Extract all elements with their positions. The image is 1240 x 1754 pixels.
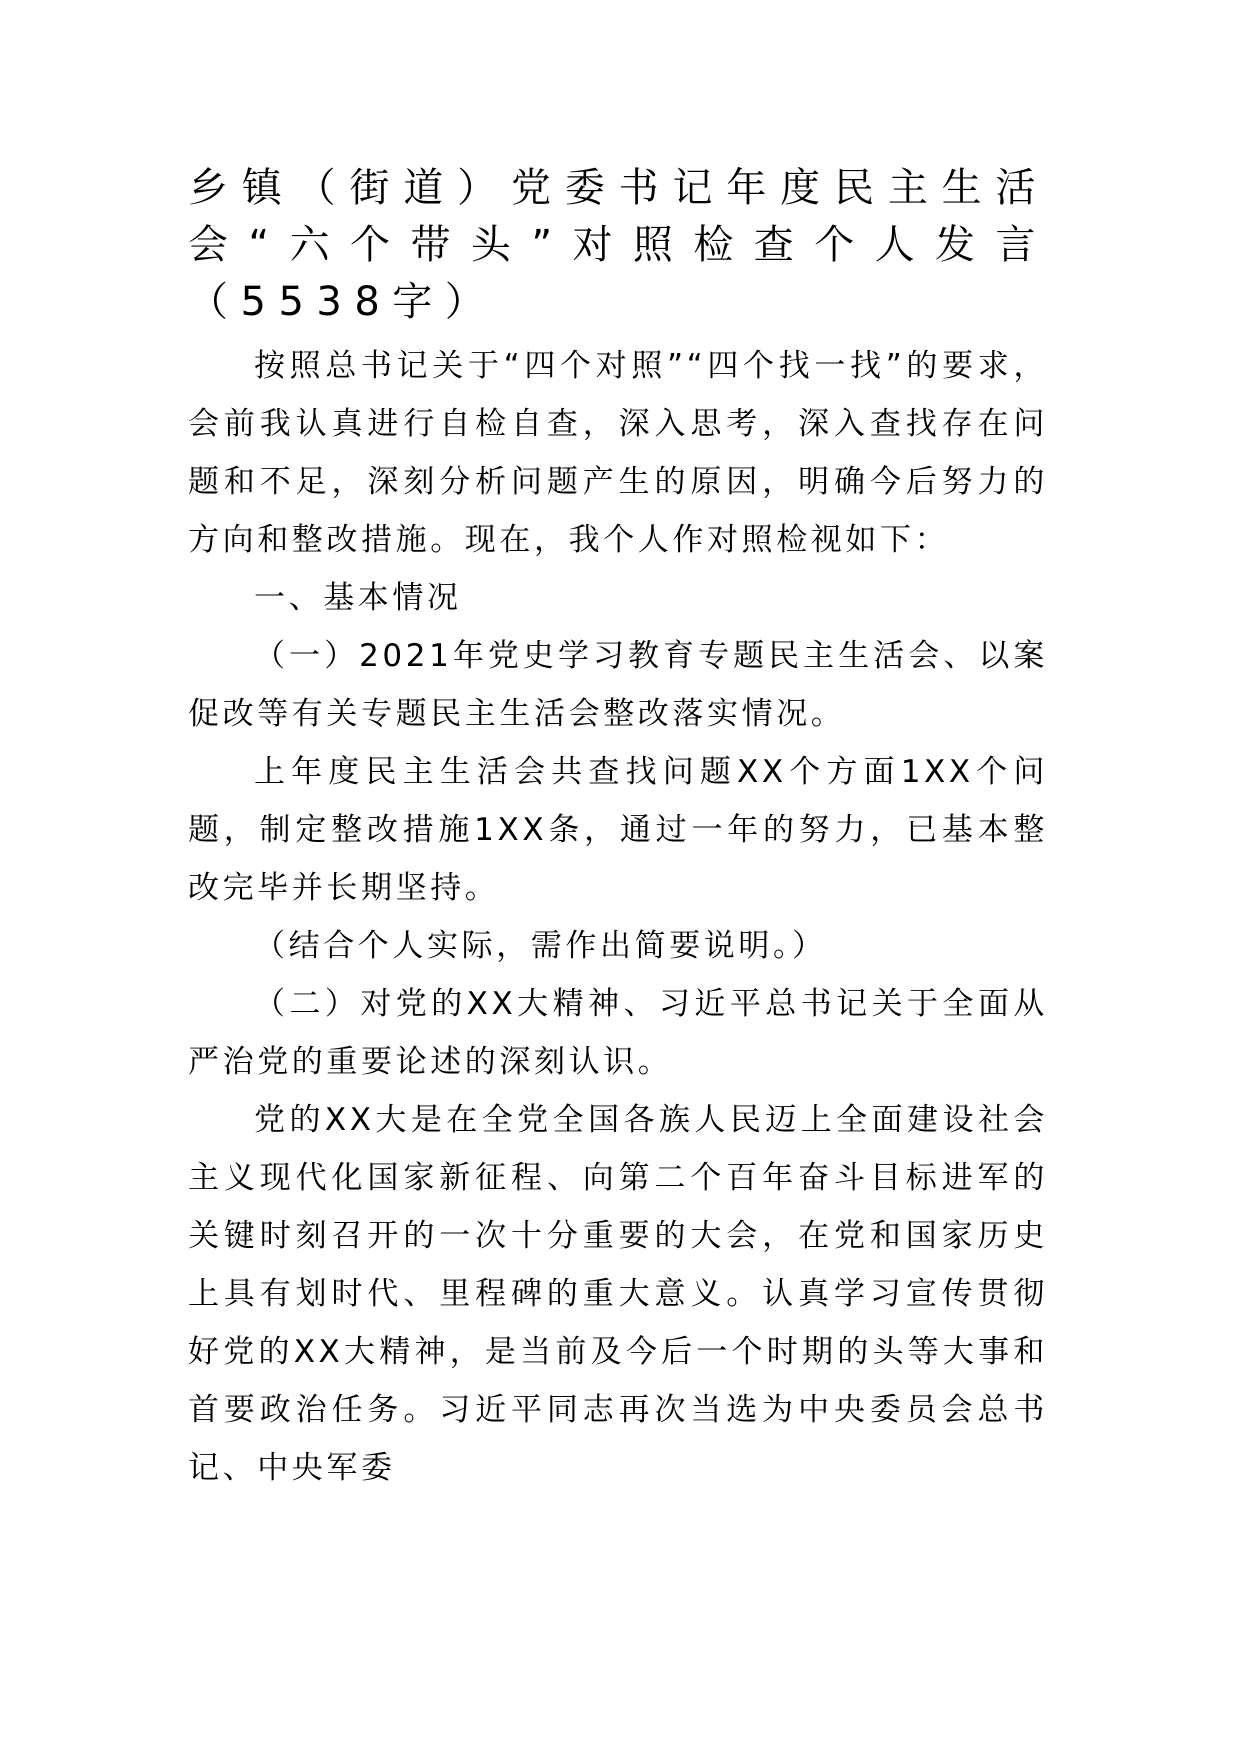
subsection-heading-1: （一）2021年党史学习教育专题民主生活会、以案促改等有关专题民主生活会整改落实情况。 xyxy=(188,638,1048,732)
section-heading-basic-situation: 一、基本情况 xyxy=(254,580,462,616)
body-paragraph-congress: 党的XX大是在全党全国各族人民迈上全面建设社会主义现代化国家新征程、向第二个百年奋斗目标进军的关键时刻召开的一次十分重要的大会，在党和国家历史上具有划时代、里程碑的重大意义。认真学习宣传贯彻好党的XX大精神，是当前及今后一个时期的头等大事和首要政治任务。习近平同志再次当选为中央委员会总书记、中央军委 xyxy=(188,1102,1048,1486)
intro-paragraph: 按照总书记关于“四个对照”“四个找一找”的要求，会前我认真进行自检自查，深入思考，深入查找存在问题和不足，深刻分析问题产生的原因，明确今后努力的方向和整改措施。现在，我个人作对照检视如下： xyxy=(188,348,1048,558)
body-paragraph-rectification: 上年度民主生活会共查找问题XX个方面1XX个问题，制定整改措施1XX条，通过一年的努力，已基本整改完毕并长期坚持。 xyxy=(188,754,1048,906)
subsection-heading-2: （二）对党的XX大精神、习近平总书记关于全面从严治党的重要论述的深刻认识。 xyxy=(188,986,1048,1080)
document-page xyxy=(188,160,1048,1497)
note-paragraph: （结合个人实际，需作出简要说明。） xyxy=(254,928,827,964)
document-title: 乡镇（街道）党委书记年度民主生活会“六个带头”对照检查个人发言（5538字） xyxy=(188,165,1048,325)
title-block xyxy=(188,160,1048,331)
